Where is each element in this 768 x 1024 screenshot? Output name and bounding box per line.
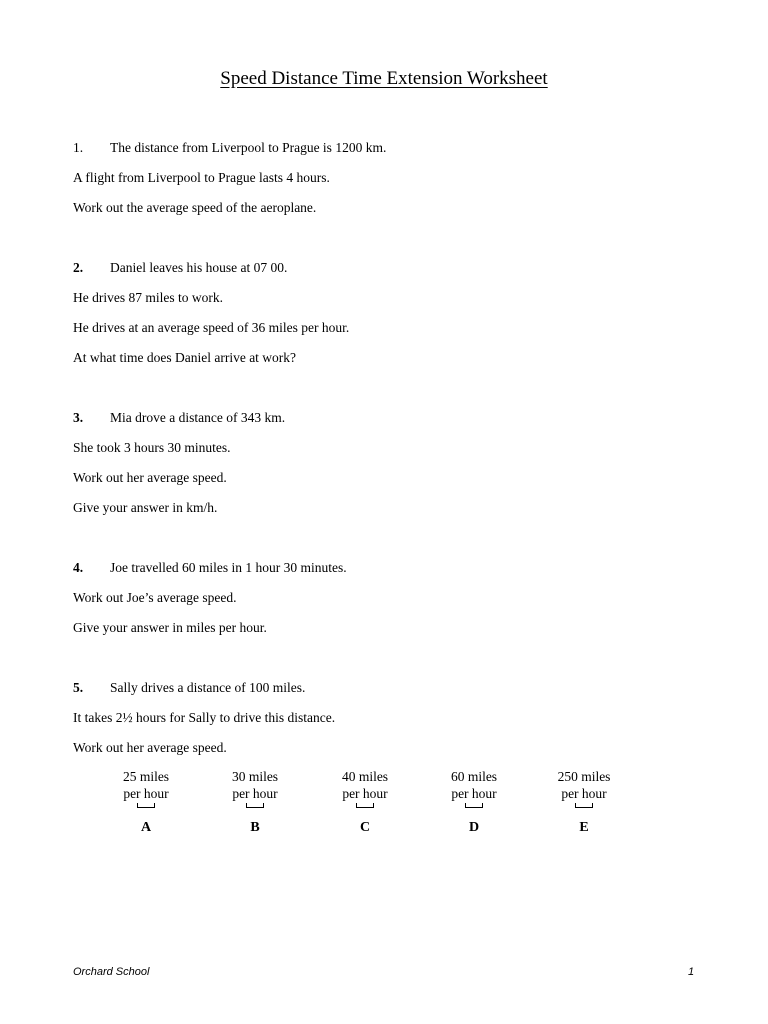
- option-a-letter: A: [140, 820, 152, 835]
- option-e-checkbox[interactable]: [575, 803, 593, 808]
- answer-option-e[interactable]: [524, 768, 644, 836]
- question-2-line-4: At what time does Daniel arrive at work?: [73, 350, 297, 365]
- answer-option-d[interactable]: [414, 768, 534, 836]
- option-b-value: 30 miles: [231, 769, 279, 784]
- option-c-value: 40 miles: [341, 769, 389, 784]
- worksheet-title: Speed Distance Time Extension Worksheet: [220, 68, 548, 89]
- option-a-unit: per hour: [123, 786, 169, 801]
- question-1-line-1: 1. The distance from Liverpool to Prague is 1200 km.: [73, 140, 387, 155]
- question-4-line-1: 4. Joe travelled 60 miles in 1 hour 30 minutes.: [73, 560, 347, 575]
- option-c-checkbox[interactable]: [356, 803, 374, 808]
- question-3-line-3: Work out her average speed.: [73, 470, 227, 485]
- footer-page-number: 1: [688, 966, 695, 978]
- question-2-line-2: He drives 87 miles to work.: [73, 290, 223, 305]
- option-d-letter: D: [468, 820, 480, 835]
- option-c-letter: C: [359, 820, 371, 835]
- option-a-value: 25 miles: [122, 769, 170, 784]
- question-3-line-4: Give your answer in km/h.: [73, 500, 218, 515]
- option-e-unit: per hour: [561, 786, 607, 801]
- question-4-line-2: Work out Joe’s average speed.: [73, 590, 237, 605]
- answer-option-c[interactable]: [305, 768, 425, 836]
- option-d-value: 60 miles: [450, 769, 498, 784]
- option-e-letter: E: [579, 820, 589, 835]
- question-1-line-3: Work out the average speed of the aeroplane.: [73, 200, 317, 215]
- question-1-line-2: A flight from Liverpool to Prague lasts 4 hours.: [73, 170, 330, 185]
- question-5-line-1: 5. Sally drives a distance of 100 miles.: [73, 680, 306, 695]
- option-d-unit: per hour: [451, 786, 497, 801]
- question-2-line-1: 2. Daniel leaves his house at 07 00.: [73, 260, 288, 275]
- option-b-checkbox[interactable]: [246, 803, 264, 808]
- question-5-number: 5.: [73, 680, 84, 695]
- option-a-checkbox[interactable]: [137, 803, 155, 808]
- question-5-line-2: It takes 2½ hours for Sally to drive this distance.: [73, 710, 336, 725]
- question-1-number: 1.: [73, 140, 84, 155]
- question-2-number: 2.: [73, 260, 84, 275]
- answer-option-a[interactable]: [86, 768, 206, 836]
- question-4-number: 4.: [73, 560, 84, 575]
- question-5-line-3: Work out her average speed.: [73, 740, 227, 755]
- option-d-checkbox[interactable]: [465, 803, 483, 808]
- answer-option-b[interactable]: [195, 768, 315, 836]
- footer-school-name: Orchard School: [73, 966, 150, 978]
- question-3-number: 3.: [73, 410, 84, 425]
- question-3-line-1: 3. Mia drove a distance of 343 km.: [73, 410, 286, 425]
- option-e-value: 250 miles: [557, 769, 611, 784]
- option-b-letter: B: [250, 820, 260, 835]
- question-2-line-3: He drives at an average speed of 36 miles per hour.: [73, 320, 350, 335]
- option-b-unit: per hour: [232, 786, 278, 801]
- question-3-line-2: She took 3 hours 30 minutes.: [73, 440, 231, 455]
- question-4-line-3: Give your answer in miles per hour.: [73, 620, 267, 635]
- option-c-unit: per hour: [342, 786, 388, 801]
